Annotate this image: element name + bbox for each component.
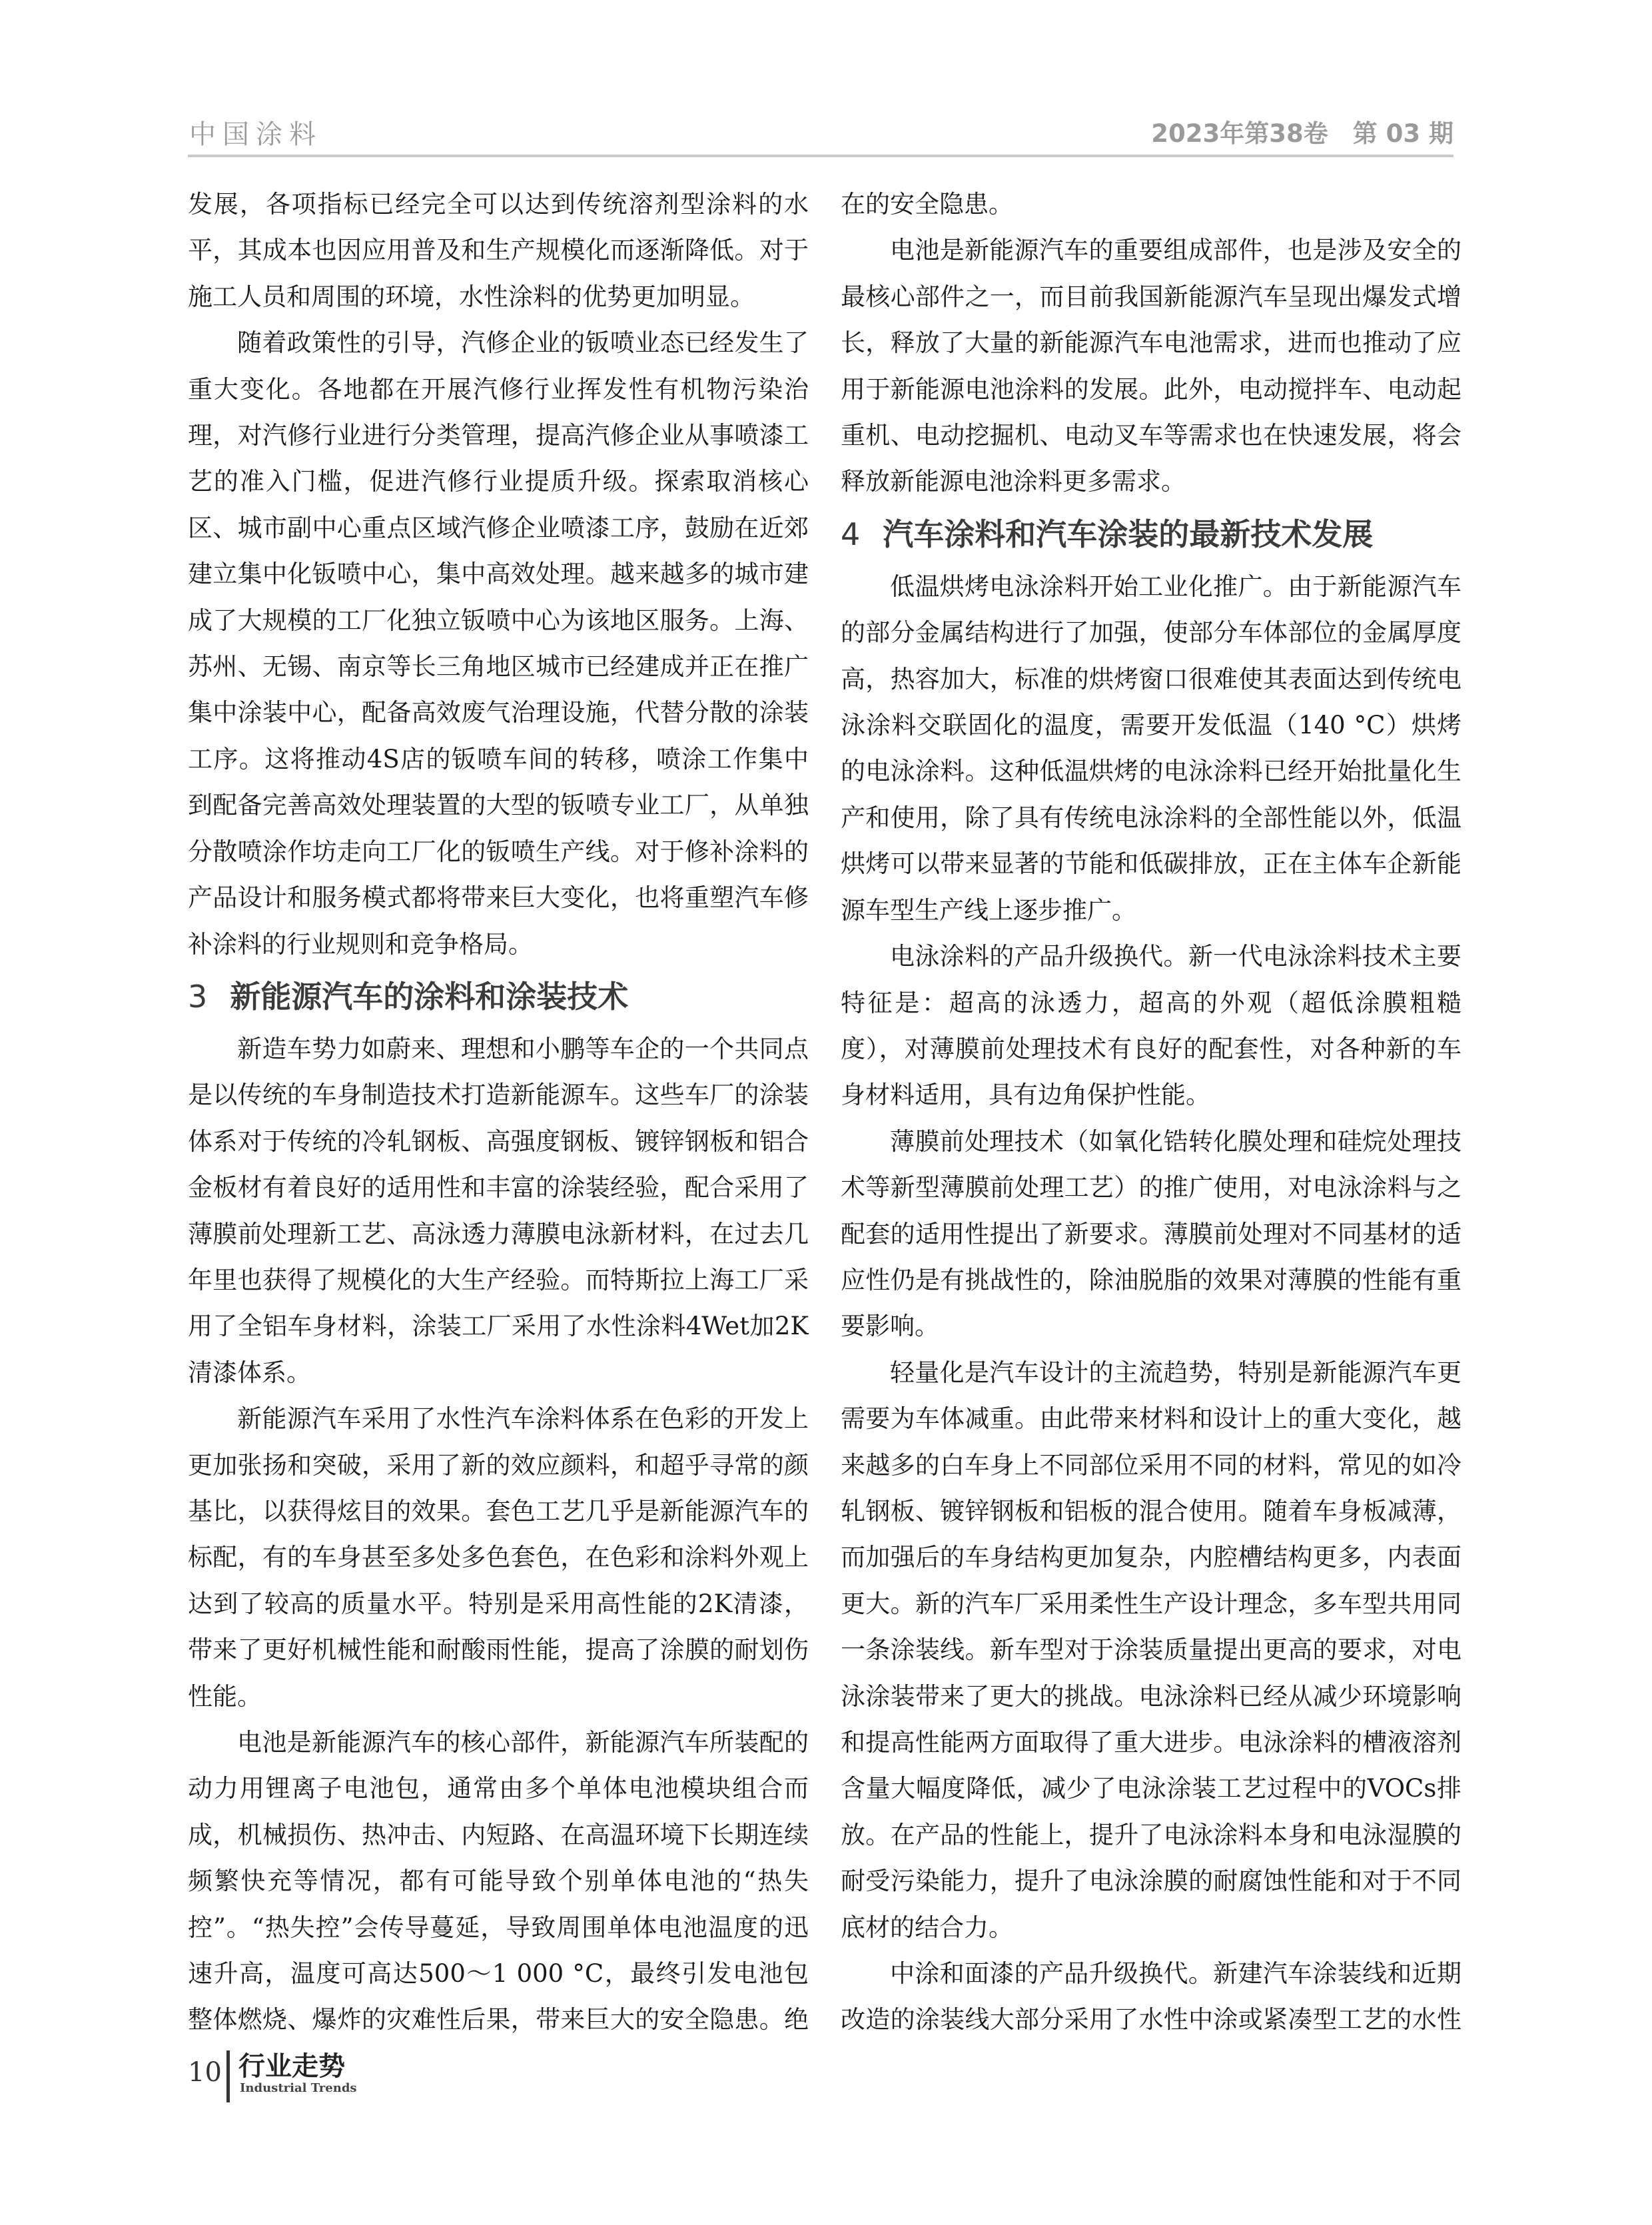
section-number: 3: [188, 978, 208, 1015]
section-title: 汽车涂料和汽车涂装的最新技术发展: [883, 516, 1374, 552]
section-title: 新能源汽车的涂料和涂装技术: [230, 978, 629, 1015]
paragraph: 薄膜前处理技术（如氧化锆转化膜处理和硅烷处理技术等新型薄膜前处理工艺）的推广使用，对电泳涂料与之配套的适用性提出了新要求。薄膜前处理对不同基材的适应性仍是有挑战性的，除油脱脂的效果对薄膜的性能有重要影响。: [841, 1126, 1461, 1341]
left-column: [188, 181, 809, 2033]
paragraph: 电池是新能源汽车的核心部件，新能源汽车所装配的动力用锂离子电池包，通常由多个单体电池模块组合而成，机械损伤、热冲击、内短路、在高温环境下长期连续频繁快充等情况，都有可能导致个别单体电池的“热失控”。“热失控”会传导蔓延，导致周围单体电池温度的迅速升高，温度可高达500～1 000 °C，最终引发电池包整体燃烧、爆炸的灾难性后果，带来巨大的安全隐患。绝: [188, 1728, 809, 2033]
section-number: 4: [841, 516, 861, 552]
paragraph: 中涂和面漆的产品升级换代。新建汽车涂装线和近期改造的涂装线大部分采用了水性中涂或紧凑型工艺的水性: [841, 1959, 1461, 2033]
paragraph: 随着政策性的引导，汽修企业的钣喷业态已经发生了重大变化。各地都在开展汽修行业挥发性有机物污染治理，对汽修行业进行分类管理，提高汽修企业从事喷漆工艺的准入门槛，促进汽修行业提质升级。探索取消核心区、城市副中心重点区域汽修企业喷漆工序，鼓励在近郊建立集中化钣喷中心，集中高效处理。越来越多的城市建成了大规模的工厂化独立钣喷中心为该地区服务。上海、苏州、无锡、南京等长三角地区城市已经建成并正在推广集中涂装中心，配备高效废气治理设施，代替分散的涂装工序。这将推动4S店的钣喷车间的转移，喷涂工作集中到配备完善高效处理装置的大型的钣喷专业工厂，从单独分散喷涂作坊走向工厂化的钣喷生产线。对于修补涂料的产品设计和服务模式都将带来巨大变化，也将重塑汽车修补涂料的行业规则和竞争格局。: [188, 328, 809, 959]
page-header: [188, 113, 1453, 157]
section-label: 行业走势: [238, 2051, 345, 2082]
paragraph: 电泳涂料的产品升级换代。新一代电泳涂料技术主要特征是：超高的泳透力，超高的外观（超低涂膜粗糙度），对薄膜前处理技术有良好的配套性，对各种新的车身材料适用，具有边角保护性能。: [841, 942, 1461, 1110]
section-heading: [188, 967, 809, 1026]
page-footer: [188, 2037, 588, 2117]
paragraph: 发展，各项指标已经完全可以达到传统溶剂型涂料的水平，其成本也因应用普及和生产规模化而逐渐降低。对于施工人员和周围的环境，水性涂料的优势更加明显。: [188, 190, 809, 311]
paragraph: 低温烘烤电泳涂料开始工业化推广。由于新能源汽车的部分金属结构进行了加强，使部分车体部位的金属厚度高，热容加大，标准的烘烤窗口很难使其表面达到传统电泳涂料交联固化的温度，需要开发低温（140 °C）烘烤的电泳涂料。这种低温烘烤的电泳涂料已经开始批量化生产和使用，除了具有传统电泳涂料的全部性能以外，低温烘烤可以带来显著的节能和低碳排放，正在主体车企新能源车型生产线上逐步推广。: [841, 572, 1461, 925]
page-number: 10: [188, 2057, 222, 2088]
footer-divider: [226, 2050, 230, 2102]
paragraph: 轻量化是汽车设计的主流趋势，特别是新能源汽车更需要为车体减重。由此带来材料和设计上的重大变化，越来越多的白车身上不同部位采用不同的材料，常见的如冷轧钢板、镀锌钢板和铝板的混合使用。随着车身板减薄，而加强后的车身结构更加复杂，内腔槽结构更多，内表面更大。新的汽车厂采用柔性生产设计理念，多车型共用同一条涂装线。新车型对于涂装质量提出更高的要求，对电泳涂装带来了更大的挑战。电泳涂料已经从减少环境影响和提高性能两方面取得了重大进步。电泳涂料的槽液溶剂含量大幅度降低，减少了电泳涂装工艺过程中的VOCs排放。在产品的性能上，提升了电泳涂料本身和电泳湿膜的耐受污染能力，提升了电泳涂膜的耐腐蚀性能和对于不同底材的结合力。: [841, 1358, 1461, 1942]
paragraph: 新能源汽车采用了水性汽车涂料体系在色彩的开发上更加张扬和突破，采用了新的效应颜料，和超乎寻常的颜基比，以获得炫目的效果。套色工艺几乎是新能源汽车的标配，有的车身甚至多处多色套色，在色彩和涂料外观上达到了较高的质量水平。特别是采用高性能的2K清漆，带来了更好机械性能和耐酸雨性能，提高了涂膜的耐划伤性能。: [188, 1404, 809, 1711]
right-column: [841, 181, 1461, 2033]
paragraph: 在的安全隐患。: [841, 190, 1013, 219]
section-heading: [841, 505, 1461, 564]
paragraph: 电池是新能源汽车的重要组成部件，也是涉及安全的最核心部件之一，而目前我国新能源汽车呈现出爆发式增长，释放了大量的新能源汽车电池需求，进而也推动了应用于新能源电池涂料的发展。此外，电动搅拌车、电动起重机、电动挖掘机、电动叉车等需求也在快速发展，将会释放新能源电池涂料更多需求。: [841, 236, 1461, 496]
issue-info: 2023年第38卷 第 03 期: [1151, 119, 1453, 148]
journal-name: 中国涂料: [189, 119, 322, 150]
paragraph: 新造车势力如蔚来、理想和小鹏等车企的一个共同点是以传统的车身制造技术打造新能源车。这些车厂的涂装体系对于传统的冷轧钢板、高强度钢板、镀锌钢板和铝合金板材有着良好的适用性和丰富的涂装经验，配合采用了薄膜前处理新工艺、高泳透力薄膜电泳新材料，在过去几年里也获得了规模化的大生产经验。而特斯拉上海工厂采用了全铝车身材料，涂装工厂采用了水性涂料4Wet加2K清漆体系。: [188, 1034, 809, 1387]
section-label-english: Industrial Trends: [240, 2081, 357, 2095]
